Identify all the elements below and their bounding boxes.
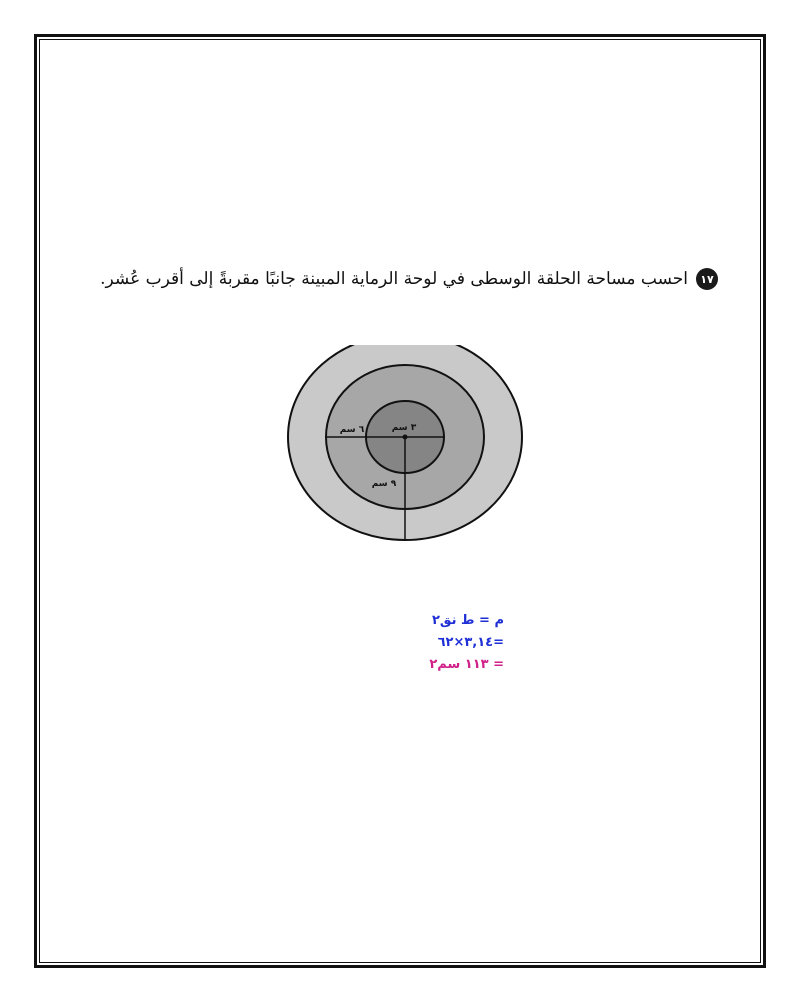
solution-formula: م = ط نق٢	[431, 613, 504, 628]
question-number: ١٧	[696, 268, 718, 290]
solution-result: = ١١٣ سم٢	[429, 657, 504, 672]
label-middle-radius: ٦ سم	[339, 425, 365, 435]
label-inner-radius: ٣ سم	[391, 423, 417, 433]
question	[100, 268, 718, 290]
solution-block	[429, 610, 504, 676]
target-diagram	[280, 345, 530, 545]
question-text: احسب مساحة الحلقة الوسطى في لوحة الرماية المبينة جانبًا مقربةً إلى أقرب عُشر.	[100, 269, 688, 289]
solution-substitution: =٣,١٤×٦٢	[437, 635, 504, 650]
center-point	[403, 435, 408, 440]
label-outer-radius: ٩ سم	[371, 479, 397, 489]
